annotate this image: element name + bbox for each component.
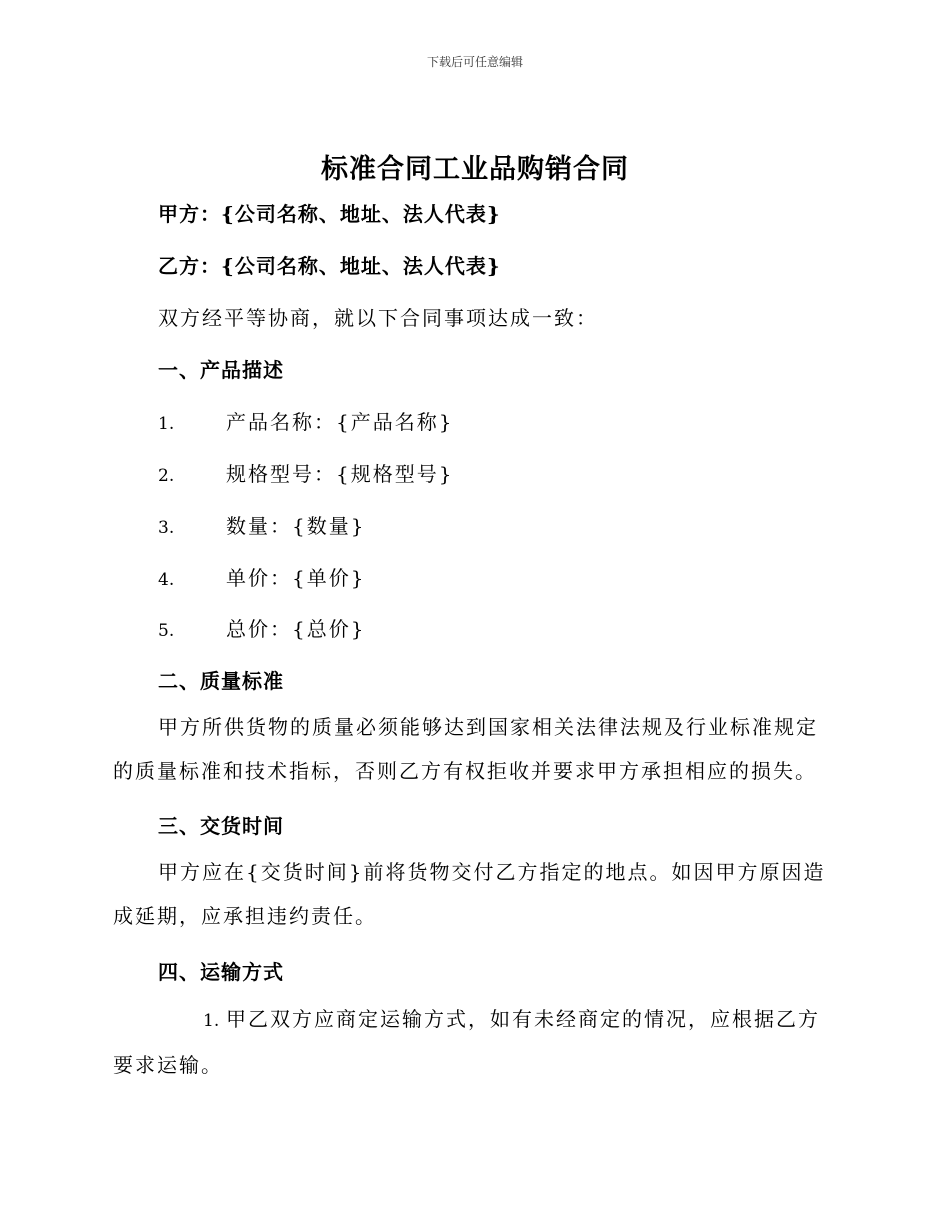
section1-heading: 一、产品描述 xyxy=(158,358,284,382)
document-title: 标准合同工业品购销合同 xyxy=(321,154,629,185)
section4-item xyxy=(113,997,833,1087)
list-item-number: 2. xyxy=(158,466,175,486)
intro-text: 双方经平等协商，就以下合同事项达成一致： xyxy=(158,306,598,330)
section3-body: 甲方应在{交货时间}前将货物交付乙方指定的地点。如因甲方原因造成延期，应承担违约责任。 xyxy=(113,860,826,928)
list-item xyxy=(158,562,365,591)
section4-heading: 四、运输方式 xyxy=(158,960,284,984)
list-item xyxy=(158,458,453,487)
list-item-text: 产品名称：{产品名称} xyxy=(226,410,454,434)
section2-body: 甲方所供货物的质量必须能够达到国家相关法律法规及行业标准规定的质量标准和技术指标，否则乙方有权拒收并要求甲方承担相应的损失。 xyxy=(113,715,818,783)
list-item-number: 5. xyxy=(158,621,175,641)
list-item-text: 总价：{总价} xyxy=(226,617,366,641)
list-item-text: 甲乙双方应商定运输方式，如有未经商定的情况，应根据乙方要求运输。 xyxy=(113,1007,820,1077)
list-item-text: 规格型号：{规格型号} xyxy=(226,462,454,486)
list-item-number: 4. xyxy=(158,570,175,590)
party-b: 乙方：{公司名称、地址、法人代表} xyxy=(158,254,501,278)
list-item-number: 1. xyxy=(203,1011,220,1031)
list-item xyxy=(158,510,365,539)
list-item-text: 数量：{数量} xyxy=(226,514,366,538)
list-item-number: 1. xyxy=(158,414,175,434)
party-a: 甲方：{公司名称、地址、法人代表} xyxy=(158,202,501,226)
list-item xyxy=(158,406,453,435)
list-item xyxy=(158,613,365,642)
header-note: 下载后可任意编辑 xyxy=(426,55,523,69)
section2-heading: 二、质量标准 xyxy=(158,669,284,693)
section3-heading: 三、交货时间 xyxy=(158,814,284,838)
list-item-text: 单价：{单价} xyxy=(226,566,366,590)
list-item-number: 3. xyxy=(158,518,175,538)
